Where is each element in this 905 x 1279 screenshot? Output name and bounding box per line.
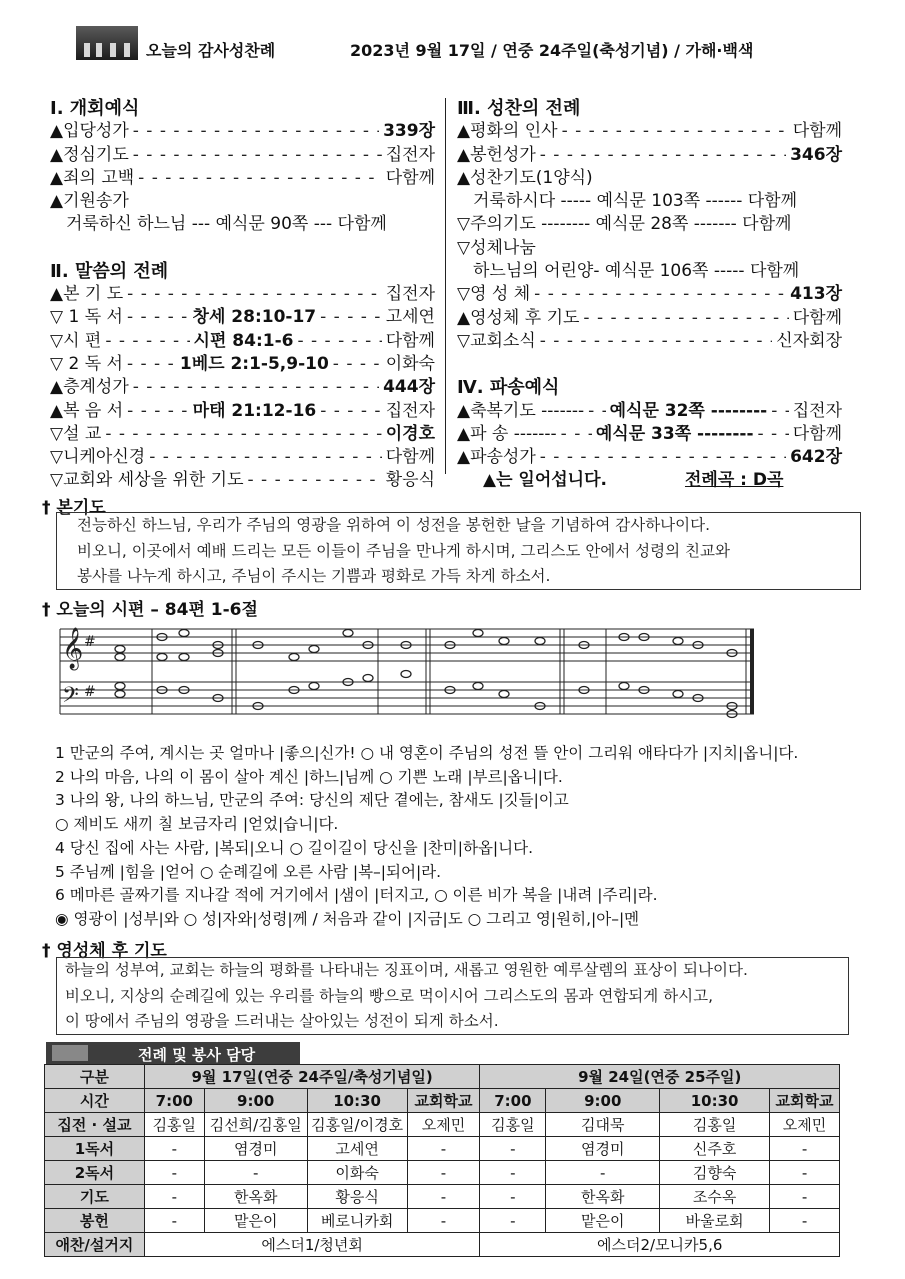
liturgy-item: ▲영성체 후 기도 - - - 다함께 xyxy=(457,307,842,330)
liturgy-item: ▽ 2 독 서 - - - 1베드 2:1-5,9-10 - - - 이화숙 xyxy=(50,353,435,376)
psalm-verse: ◉ 영광이 |성부|와 ○ 성|자와|성령|께 / 처음과 같이 |지금|도 ○ 그리고 영|원히,|아–|멘 xyxy=(55,909,640,928)
table-header-week2: 9월 24일(연중 25주일) xyxy=(480,1065,840,1089)
service-table xyxy=(44,1064,840,1257)
communion-line: 비오니, 지상의 순례길에 있는 우리를 하늘의 빵으로 먹이시어 그리스도의 몸과 연합되게 하시고, xyxy=(65,986,714,1005)
liturgy-item: ▲층계성가 - - - 444장 xyxy=(50,376,435,399)
svg-text:𝄢: 𝄢 xyxy=(62,683,79,713)
liturgy-item: ▲파송성가 - - - 642장 xyxy=(457,446,842,469)
liturgy-item: ▲입당성가 - - - 339장 xyxy=(50,120,435,143)
liturgy-item: 하느님의 어린양- 예식문 106쪽 ----- 다함께 xyxy=(473,261,800,282)
liturgy-item: 거룩하신 하느님 --- 예식문 90쪽 --- 다함께 xyxy=(66,214,387,235)
table-cell: - xyxy=(144,1185,204,1209)
table-row xyxy=(45,1161,840,1185)
table-cell: - xyxy=(407,1137,480,1161)
music-note: 전례곡 : D곡 xyxy=(684,470,784,491)
table-cell: 김향숙 xyxy=(660,1161,770,1185)
table-row xyxy=(45,1113,840,1137)
psalm-score xyxy=(58,612,758,734)
liturgy-item: ▽교회와 세상을 위한 기도 - - - 황응식 xyxy=(50,469,435,492)
table-cell: 한옥화 xyxy=(546,1185,660,1209)
psalm-title: † 오늘의 시편 – 84편 1-6절 xyxy=(42,600,258,620)
table-cell: - xyxy=(770,1185,840,1209)
table-cell: 바울로회 xyxy=(660,1209,770,1233)
liturgy-item: ▲복 음 서 - - - 마태 21:12-16 - - - 집전자 xyxy=(50,400,435,423)
table-cell: 한옥화 xyxy=(204,1185,307,1209)
table-cell: - xyxy=(480,1209,546,1233)
table-cell: 에스더2/모니카5,6 xyxy=(480,1233,840,1257)
table-cell: - xyxy=(144,1161,204,1185)
table-cell: 고세연 xyxy=(307,1137,407,1161)
table-cell: 김홍일 xyxy=(660,1113,770,1137)
table-cell: 베로니카회 xyxy=(307,1209,407,1233)
table-header-cell: 7:00 xyxy=(144,1089,204,1113)
service-table-banner: 전례 및 봉사 담당 xyxy=(46,1042,300,1064)
liturgy-item: ▽니케아신경 - - - 다함께 xyxy=(50,446,435,469)
table-cell: 김대묵 xyxy=(546,1113,660,1137)
liturgy-item: ▽시 편 - - - 시편 84:1-6 - - - 다함께 xyxy=(50,330,435,353)
table-cell: 김홍일 xyxy=(144,1113,204,1137)
table-cell: 이화숙 xyxy=(307,1161,407,1185)
liturgy-left-column xyxy=(50,97,435,493)
communion-title: † 영성체 후 기도 xyxy=(42,941,167,961)
section-title-word: Ⅱ. 말씀의 전례 xyxy=(50,260,169,282)
table-header-cell: 9:00 xyxy=(546,1089,660,1113)
liturgy-item: ▲봉헌성가 - - - 346장 xyxy=(457,144,842,167)
table-header-cell: 9:00 xyxy=(204,1089,307,1113)
table-cell: 오제민 xyxy=(770,1113,840,1137)
collect-line: 전능하신 하느님, 우리가 주님의 영광을 위하여 이 성전을 봉헌한 날을 기념하여 감사하나이다. xyxy=(77,516,711,534)
table-cell: 에스더1/청년회 xyxy=(144,1233,480,1257)
collect-title: † 본기도 xyxy=(42,498,106,518)
svg-text:#: # xyxy=(84,634,96,650)
table-cell: - xyxy=(204,1161,307,1185)
liturgy-item: ▲파 송 ------- - - - 예식문 33쪽 -------- - - - 다함께 xyxy=(457,423,842,446)
collect-box xyxy=(56,512,861,590)
psalm-verses xyxy=(55,742,798,932)
liturgy-item: ▲본 기 도 - - - 집전자 xyxy=(50,283,435,306)
table-header-cell: 7:00 xyxy=(480,1089,546,1113)
communion-line: 이 땅에서 주님의 영광을 드러내는 살아있는 성전이 되게 하소서. xyxy=(65,1012,499,1030)
header-photo xyxy=(76,26,138,60)
stand-note: ▲는 일어섭니다. xyxy=(483,470,607,491)
table-cell: 신주호 xyxy=(660,1137,770,1161)
table-cell: 김홍일 xyxy=(480,1113,546,1137)
liturgy-item: 거룩하시다 ----- 예식문 103쪽 ------ 다함께 xyxy=(473,191,798,212)
psalm-verse: 4 당신 집에 사는 사람, |복되|오니 ○ 길이길이 당신을 |찬미|하옵|니다. xyxy=(55,838,534,857)
collect-line: 비오니, 이곳에서 예배 드리는 모든 이들이 주님을 만나게 하시며, 그리스도 안에서 성령의 친교와 xyxy=(77,541,730,560)
table-cell: - xyxy=(480,1185,546,1209)
psalm-verse: 5 주님께 |힘을 |얻어 ○ 순례길에 오른 사람 |복–|되어|라. xyxy=(55,862,442,881)
table-row-label: 애찬/설거지 xyxy=(45,1233,145,1257)
section-title-opening: Ⅰ. 개회예식 xyxy=(50,98,140,119)
collect-line: 봉사를 나누게 하시고, 주님이 주시는 기쁨과 평화로 가득 차게 하소서. xyxy=(77,567,551,585)
section-title-dismissal: Ⅳ. 파송예식 xyxy=(457,377,560,399)
table-cell: 맡은이 xyxy=(546,1209,660,1233)
table-row-label: 1독서 xyxy=(45,1137,145,1161)
table-header-cell: 구분 xyxy=(45,1065,145,1089)
liturgy-item: ▽교회소식 - - - 신자회장 xyxy=(457,330,842,353)
table-cell: - xyxy=(407,1209,480,1233)
table-row-label: 2독서 xyxy=(45,1161,145,1185)
liturgy-item: ▲정심기도 - - - 집전자 xyxy=(50,144,435,167)
liturgy-item: ▽설 교 - - - 이경호 xyxy=(50,423,435,446)
liturgy-item: ▲평화의 인사 - - - 다함께 xyxy=(457,120,842,143)
table-row xyxy=(45,1209,840,1233)
table-cell: 김선희/김홍일 xyxy=(204,1113,307,1137)
section-title-eucharist: Ⅲ. 성찬의 전례 xyxy=(457,98,581,119)
table-cell: - xyxy=(546,1161,660,1185)
table-cell: - xyxy=(407,1185,480,1209)
table-row-label: 집전 · 설교 xyxy=(45,1113,145,1137)
table-row-label: 봉헌 xyxy=(45,1209,145,1233)
liturgy-item: ▽주의기도 -------- 예식문 28쪽 ------- 다함께 xyxy=(457,214,792,235)
table-cell: - xyxy=(770,1137,840,1161)
table-cell: - xyxy=(770,1209,840,1233)
svg-text:#: # xyxy=(84,684,96,700)
table-cell: 김홍일/이경호 xyxy=(307,1113,407,1137)
communion-line: 하늘의 성부여, 교회는 하늘의 평화를 나타내는 징표이며, 새롭고 영원한 예루살렘의 표상이 되나이다. xyxy=(65,961,748,979)
table-cell: - xyxy=(480,1161,546,1185)
psalm-verse: 3 나의 왕, 나의 하느님, 만군의 주여: 당신의 제단 곁에는, 참새도 |깃들|이고 xyxy=(55,791,569,810)
stand-note-row xyxy=(457,469,842,492)
table-cell: - xyxy=(144,1209,204,1233)
liturgy-item: ▲성찬기도(1양식) xyxy=(457,167,593,188)
table-header-week1: 9월 17일(연중 24주일/축성기념일) xyxy=(144,1065,480,1089)
table-cell: 오제민 xyxy=(407,1113,480,1137)
date-line: 2023년 9월 17일 / 연중 24주일(축성기념) / 가해·백색 xyxy=(350,41,754,60)
table-header-cell: 시간 xyxy=(45,1089,145,1113)
table-header-cell: 교회학교 xyxy=(770,1089,840,1113)
table-cell: - xyxy=(144,1137,204,1161)
liturgy-item: ▲축복기도 ------- - - - 예식문 32쪽 -------- - - - 집전자 xyxy=(457,400,842,423)
table-header-cell: 10:30 xyxy=(660,1089,770,1113)
table-header-cell: 교회학교 xyxy=(407,1089,480,1113)
table-cell: 조수옥 xyxy=(660,1185,770,1209)
page-title: 오늘의 감사성찬례 xyxy=(146,41,276,60)
psalm-verse: 1 만군의 주여, 계시는 곳 얼마나 |좋으|신가! ○ 내 영혼이 주님의 성전 뜰 안이 그리워 애타다가 |지치|옵니|다. xyxy=(55,744,799,762)
psalm-verse: ○ 제비도 새끼 칠 보금자리 |얻었|습니|다. xyxy=(55,815,339,834)
table-row xyxy=(45,1137,840,1161)
table-cell: - xyxy=(407,1161,480,1185)
table-row-label: 기도 xyxy=(45,1185,145,1209)
liturgy-item: ▽영 성 체 - - - 413장 xyxy=(457,283,842,306)
communion-box xyxy=(56,957,849,1035)
table-row xyxy=(45,1185,840,1209)
liturgy-item: ▲기원송가 xyxy=(50,191,129,212)
psalm-verse: 2 나의 마음, 나의 이 몸이 살아 계신 |하느|님께 ○ 기쁜 노래 |부르|옵니|다. xyxy=(55,767,563,786)
liturgy-item: ▽ 1 독 서 - - - 창세 28:10-17 - - - 고세연 xyxy=(50,306,435,329)
table-cell: - xyxy=(770,1161,840,1185)
table-cell: 황응식 xyxy=(307,1185,407,1209)
liturgy-right-column xyxy=(457,97,842,493)
table-header-cell: 10:30 xyxy=(307,1089,407,1113)
liturgy-item: ▽성체나눔 xyxy=(457,237,536,258)
liturgy-item: ▲죄의 고백 - - - 다함께 xyxy=(50,167,435,190)
table-cell: 염경미 xyxy=(546,1137,660,1161)
psalm-verse: 6 메마른 골짜기를 지나갈 적에 거기에서 |샘이 |터지고, ○ 이른 비가 복을 |내려 |주리|라. xyxy=(55,886,658,905)
svg-text:𝄞: 𝄞 xyxy=(62,628,84,669)
banner-photo xyxy=(52,1045,88,1061)
table-cell: 염경미 xyxy=(204,1137,307,1161)
column-divider xyxy=(445,98,446,474)
table-cell: 맡은이 xyxy=(204,1209,307,1233)
table-cell: - xyxy=(480,1137,546,1161)
